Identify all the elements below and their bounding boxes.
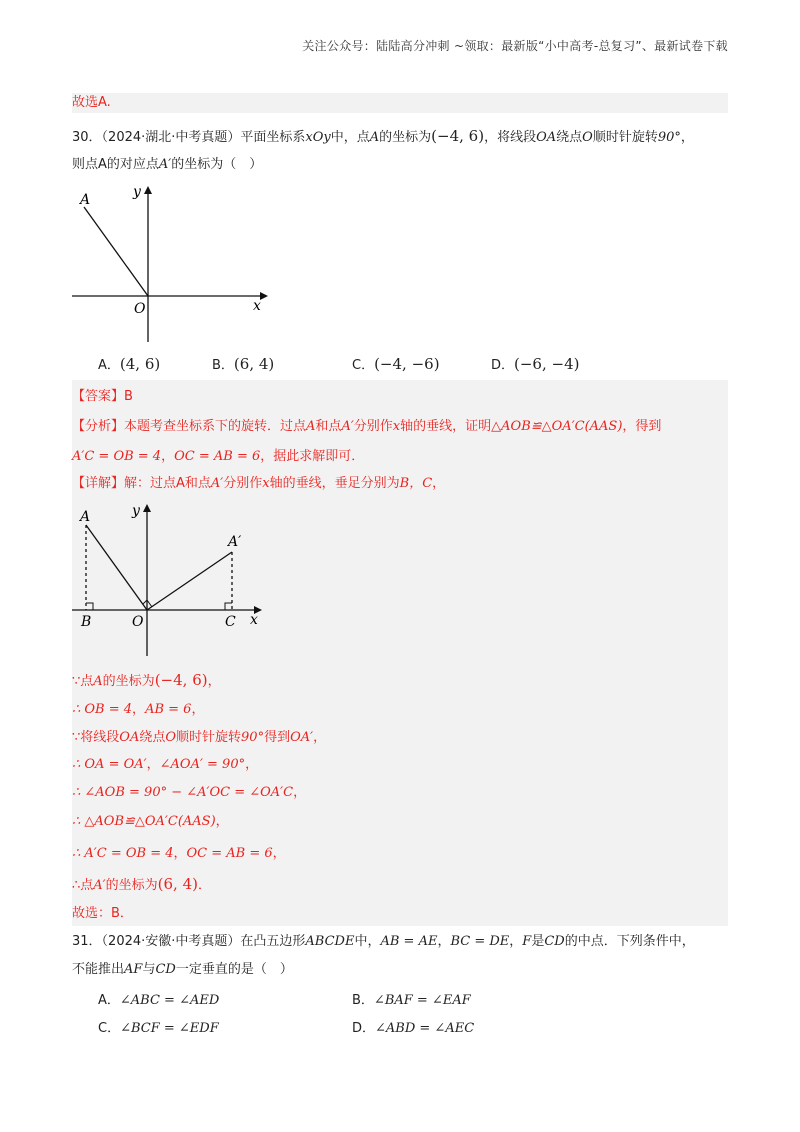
label-b: B [81,614,92,630]
step-1: ∵点A的坐标为(−4, 6)， [72,671,221,689]
label-x: x [253,298,261,314]
step-4: ∴ OA = OA′，∠AOA′ = 90°， [72,757,259,772]
prev-answer: 故选A. [72,95,111,110]
segment-oa [86,525,147,610]
step-6: ∴ △AOB≌△OA′C(AAS)， [72,814,229,829]
q30-line2: 则点A的对应点A′的坐标为（ ） [72,157,263,172]
right-angle-c [225,603,232,610]
right-angle-b [86,603,93,610]
label-a: A [80,509,91,525]
prev-answer-band [72,93,728,113]
q30-option-b[interactable]: B．(6, 4) [212,355,275,373]
q30-option-c[interactable]: C．(−4, −6) [352,355,440,373]
page-header: 关注公众号：陆陆高分冲刺 ~领取：最新版“小中高考-总复习”、最新试卷下载 [302,39,728,53]
q31-option-a[interactable]: A．∠ABC = ∠AED [98,993,220,1008]
analysis-line2: A′C = OB = 4，OC = AB = 6，据此求解即可． [72,449,365,464]
answer-line: 【答案】B [72,389,133,404]
q30-point-a-coord: (−4, 6) [431,127,485,145]
q30-figure [70,180,280,350]
label-a: A [80,192,91,208]
y-axis-arrow [143,504,151,512]
label-y: y [132,503,140,519]
final-answer: 故选：B． [72,906,133,921]
q30-option-a[interactable]: A．(4, 6) [98,355,161,373]
segment-oa-prime [147,552,232,610]
segment-oa [84,207,148,296]
label-o: O [132,614,144,630]
analysis-line1: 【分析】本题考查坐标系下的旋转．过点A和点A′分别作x轴的垂线，证明△AOB≌△OA′C(AAS)，得到 [72,419,662,434]
q30-line1: 30．（2024·湖北·中考真题）平面坐标系xOy中，点A的坐标为(−4, 6)，将线段OA绕点O顺时针旋转90°， [72,127,694,145]
detail-line: 【详解】解：过点A和点A′分别作x轴的垂线，垂足分别为B，C， [72,476,446,491]
step-3: ∵将线段OA绕点O顺时针旋转90°得到OA′， [72,730,327,745]
label-a-prime: A′ [228,534,242,550]
solution-figure [70,500,280,660]
x-axis-arrow [260,292,268,300]
q31-line1: 31．（2024·安徽·中考真题）在凸五边形ABCDE中，AB = AE，BC = DE，F是CD的中点．下列条件中， [72,934,695,949]
step-2: ∴ OB = 4，AB = 6， [72,702,205,717]
y-axis-arrow [144,186,152,194]
step-5: ∴ ∠AOB = 90° − ∠A′OC = ∠OA′C， [72,785,307,800]
step-7: ∴ A′C = OB = 4，OC = AB = 6， [72,846,286,861]
q31-option-d[interactable]: D．∠ABD = ∠AEC [352,1021,475,1036]
q31-option-c[interactable]: C．∠BCF = ∠EDF [98,1021,219,1036]
label-x: x [250,612,258,628]
q31-line2: 不能推出AF与CD一定垂直的是（ ） [72,962,293,977]
q30-option-d[interactable]: D．(−6, −4) [491,355,580,373]
step-8: ∴点A′的坐标为(6, 4)． [72,875,211,893]
q31-option-b[interactable]: B．∠BAF = ∠EAF [352,993,471,1008]
label-c: C [225,614,236,630]
label-y: y [133,184,141,200]
label-o: O [134,301,146,317]
